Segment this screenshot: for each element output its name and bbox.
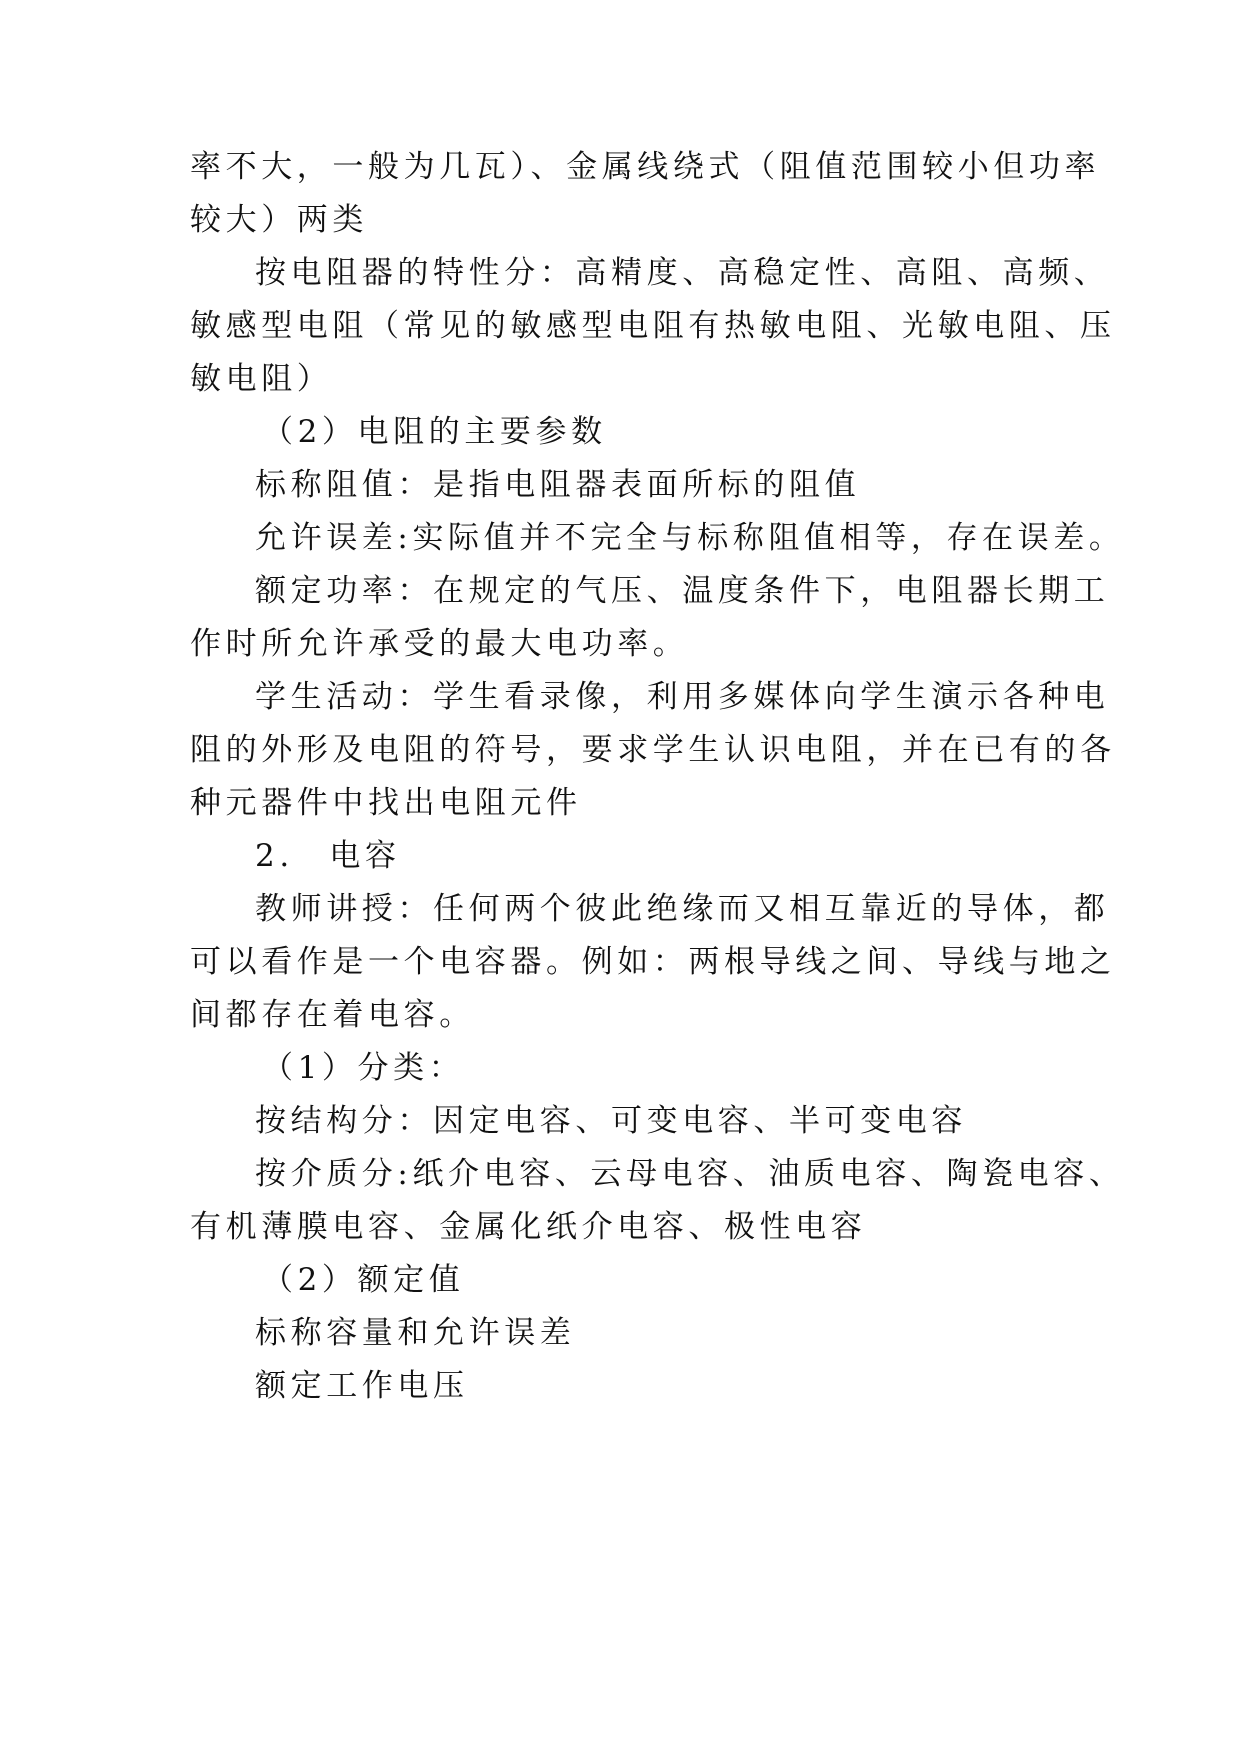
paragraph-line: 有机薄膜电容、金属化纸介电容、极性电容: [190, 1209, 867, 1245]
paragraph-line: 敏电阻）: [190, 361, 333, 397]
paragraph-line: 种元器件中找出电阻元件: [190, 785, 582, 821]
paragraph-line: 标称容量和允许误差: [255, 1315, 576, 1351]
paragraph-line: 按介质分:纸介电容、云母电容、油质电容、陶瓷电容、: [255, 1156, 1125, 1192]
paragraph-line: 率不大，一般为几瓦）、金属线绕式（阻值范围较小但功率: [190, 149, 1101, 185]
paragraph-line: 作时所允许承受的最大电功率。: [190, 626, 689, 662]
paragraph-line: 标称阻值：是指电阻器表面所标的阻值: [255, 467, 861, 503]
section-heading: 2. 电容: [255, 838, 401, 874]
section-heading: （1）分类：: [262, 1050, 465, 1086]
paragraph-line: 按电阻器的特性分：高精度、高稳定性、高阻、高频、: [255, 255, 1110, 291]
paragraph-line: 学生活动：学生看录像，利用多媒体向学生演示各种电: [255, 679, 1110, 715]
paragraph-line: 额定工作电压: [255, 1368, 469, 1404]
paragraph-line: 教师讲授：任何两个彼此绝缘而又相互靠近的导体，都: [255, 891, 1110, 927]
paragraph-line: 敏感型电阻（常见的敏感型电阻有热敏电阻、光敏电阻、压: [190, 308, 1116, 344]
paragraph-line: 允许误差:实际值并不完全与标称阻值相等，存在误差。: [255, 520, 1125, 556]
paragraph-line: 额定功率：在规定的气压、温度条件下，电阻器长期工: [255, 573, 1110, 609]
paragraph-line: 按结构分：因定电容、可变电容、半可变电容: [255, 1103, 967, 1139]
paragraph-line: 间都存在着电容。: [190, 997, 475, 1033]
section-heading: （2）电阻的主要参数: [262, 414, 607, 450]
paragraph-line: 可以看作是一个电容器。例如：两根导线之间、导线与地之: [190, 944, 1116, 980]
paragraph-line: 阻的外形及电阻的符号，要求学生认识电阻，并在已有的各: [190, 732, 1116, 768]
section-heading: （2）额定值: [262, 1262, 465, 1298]
paragraph-line: 较大）两类: [190, 202, 368, 238]
